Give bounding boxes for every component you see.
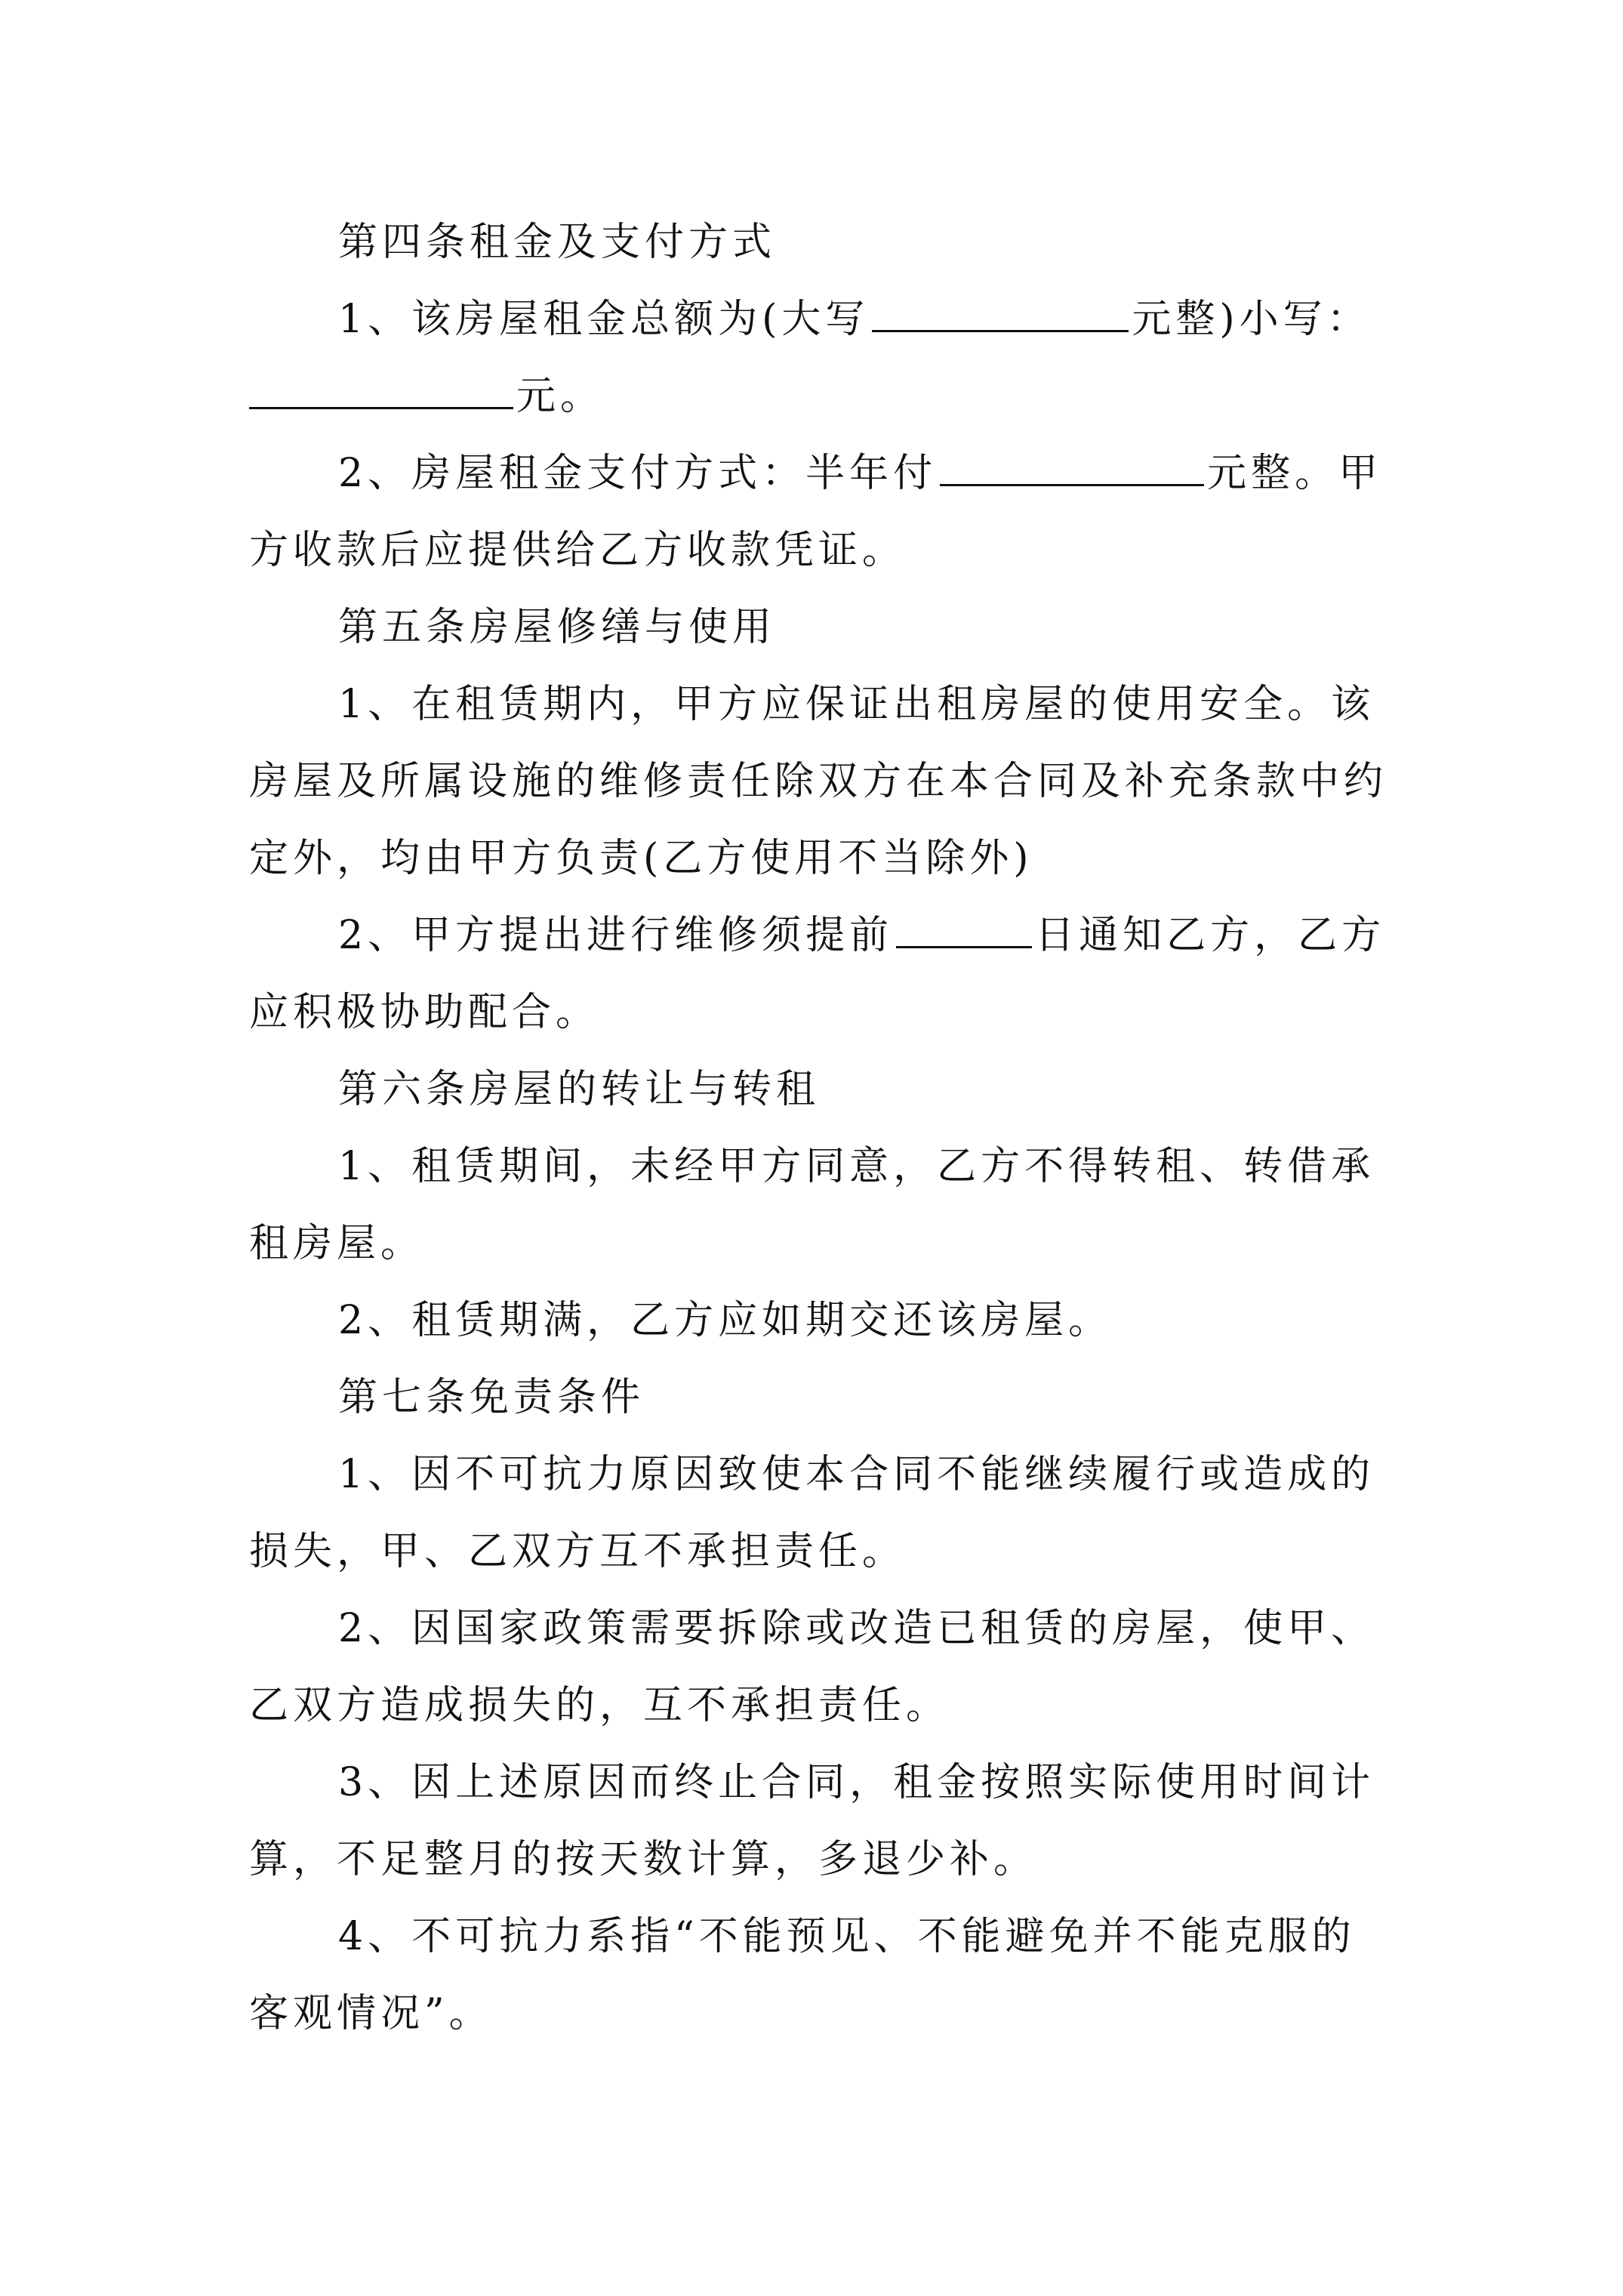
article-6-clause-1: 1、租赁期间，未经甲方同意，乙方不得转租、转借承租房屋。	[249, 1144, 1375, 1266]
article-7-clause-2: 2、因国家政策需要拆除或改造已租赁的房屋，使甲、乙双方造成损失的，互不承担责任。	[249, 1606, 1375, 1728]
clause-text: 元整)小写：	[1132, 297, 1371, 342]
article-5-clause-1: 1、在租赁期内，甲方应保证出租房屋的使用安全。该房屋及所属设施的维修责任除双方在本合同及补充条款中约定外，均由甲方负责(乙方使用不当除外)	[249, 682, 1388, 881]
article-4-clause-1	[249, 281, 1389, 435]
article-4-clause-2	[249, 435, 1389, 589]
blank-half-year-payment[interactable]	[940, 445, 1204, 486]
clause-text: 2、甲方提出进行维修须提前	[338, 913, 894, 958]
article-7-title: 第七条免责条件	[338, 1375, 645, 1420]
article-6-clause-2: 2、租赁期满，乙方应如期交还该房屋。	[338, 1298, 1113, 1343]
article-7-clause-3: 3、因上述原因而终止合同，租金按照实际使用时间计算，不足整月的按天数计算，多退少补。	[249, 1760, 1375, 1882]
clause-text: 日通知乙方，乙方应积极协助配合。	[249, 913, 1386, 1035]
clause-text: 1、该房屋租金总额为(大写	[338, 297, 870, 342]
article-6-title: 第六条房屋的转让与转租	[338, 1067, 821, 1112]
clause-text: 2、房屋租金支付方式：半年付	[338, 451, 938, 496]
article-4-title: 第四条租金及支付方式	[338, 220, 777, 265]
article-5-clause-2	[249, 897, 1389, 1051]
blank-total-rent-uppercase[interactable]	[872, 291, 1129, 332]
article-7-clause-4: 4、不可抗力系指“不能预见、不能避免并不能克服的客观情况”。	[249, 1914, 1356, 2036]
blank-total-rent-lowercase[interactable]	[249, 368, 513, 409]
clause-text: 元。	[516, 374, 605, 419]
blank-notice-days[interactable]	[896, 907, 1032, 948]
article-7-clause-1: 1、因不可抗力原因致使本合同不能继续履行或造成的损失，甲、乙双方互不承担责任。	[249, 1452, 1375, 1574]
article-5-title: 第五条房屋修缮与使用	[338, 605, 777, 650]
document-page	[249, 204, 1389, 2052]
clause-text: 元整。甲方收款后应提供给乙方收款凭证。	[249, 451, 1383, 573]
